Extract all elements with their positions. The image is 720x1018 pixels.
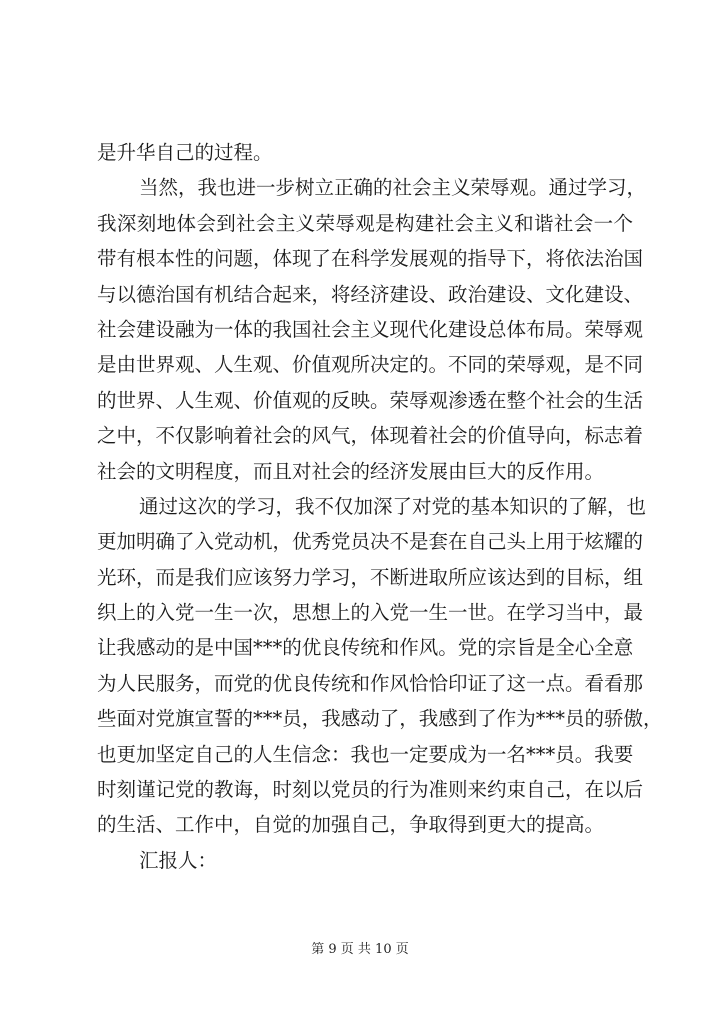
text-line: 的世界、人生观、价值观的反映。荣辱观渗透在整个社会的生活 [97,388,644,412]
text-line: 时刻谨记党的教诲，时刻以党员的行为准则来约束自己，在以后 [97,778,644,802]
text-line: 之中，不仅影响着社会的风气，体现着社会的价值导向，标志着 [97,424,644,448]
text-line: 与以德治国有机结合起来，将经济建设、政治建设、文化建设、 [97,282,644,306]
paragraph-study-reflection [97,489,663,843]
text-line: 社会的文明程度，而且对社会的经济发展由巨大的反作用。 [97,459,605,483]
text-line: 当然，我也进一步树立正确的社会主义荣辱观。通过学习， [139,176,647,200]
text-line: 光环，而是我们应该努力学习，不断进取所应该达到的目标，组 [97,565,644,589]
text-line: 带有根本性的问题，体现了在科学发展观的指导下，将依法治国 [97,247,644,271]
text-line: 的生活、工作中，自觉的加强自己，争取得到更大的提高。 [97,813,605,837]
text-line: 是由世界观、人生观、价值观所决定的。不同的荣辱观，是不同 [97,353,644,377]
text-line: 些面对党旗宣誓的***员，我感动了，我感到了作为***员的骄傲， [97,707,663,731]
paragraph-honor-view [97,170,647,489]
paragraph-continuation [97,135,633,170]
text-line: 让我感动的是中国***的优良传统和作风。党的宗旨是全心全意 [97,636,634,660]
text-line: 社会建设融为一体的我国社会主义现代化建设总体布局。荣辱观 [97,317,644,341]
text-line: 汇报人： [139,848,218,872]
text-line: 我深刻地体会到社会主义荣辱观是构建社会主义和谐社会一个 [97,211,633,235]
document-body [97,135,663,878]
reporter-signature-line [97,843,633,878]
text-line: 织上的入党一生一次，思想上的入党一生一世。在学习当中，最 [97,601,644,625]
page-number-footer: 第 9 页 共 10 页 [311,942,409,957]
text-line: 是升华自己的过程。 [97,141,273,164]
text-line: 为人民服务，而党的优良传统和作风恰恰印证了这一点。看看那 [97,671,644,695]
text-line: 也更加坚定自己的人生信念：我也一定要成为一名***员。我要 [97,742,634,766]
text-line: 更加明确了入党动机，优秀党员决不是套在自己头上用于炫耀的 [97,530,644,554]
text-line: 通过这次的学习，我不仅加深了对党的基本知识的了解，也 [139,494,647,518]
